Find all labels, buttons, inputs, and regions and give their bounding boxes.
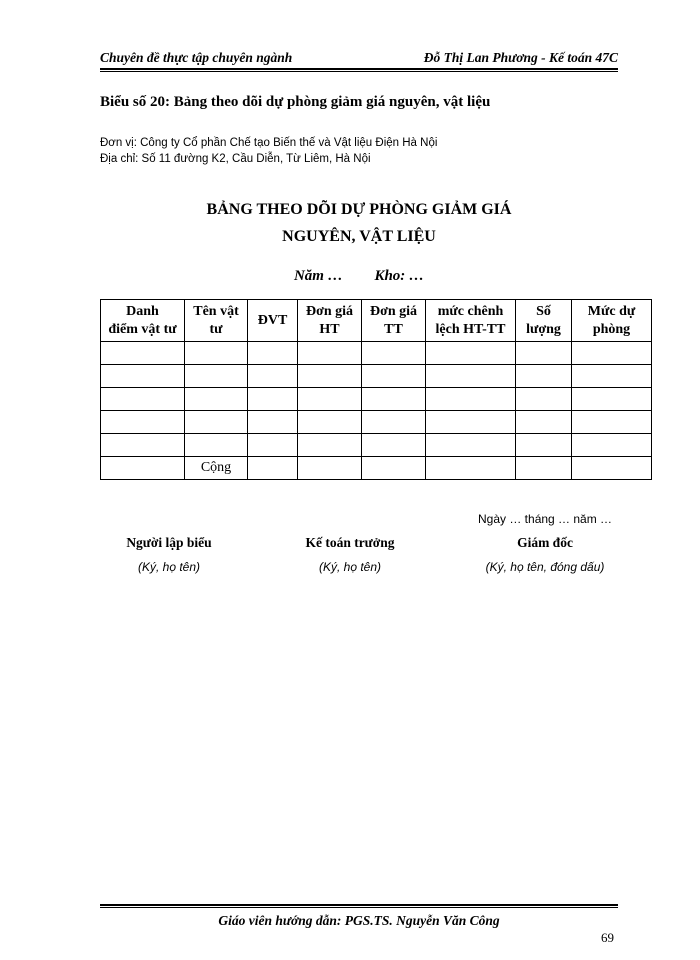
- table-row: [101, 457, 652, 480]
- table-cell: [516, 457, 572, 480]
- header-right: Đỗ Thị Lan Phương - Kế toán 47C: [423, 50, 618, 65]
- table-cell: [298, 411, 362, 434]
- column-header-line: HT: [319, 321, 340, 337]
- table-cell: [185, 365, 248, 388]
- table-body: [101, 342, 652, 480]
- table-cell: [248, 365, 298, 388]
- signature-note-director: (Ký, họ tên, đóng dấu): [485, 560, 605, 574]
- table-cell: [248, 434, 298, 457]
- column-header: [426, 300, 516, 342]
- table-cell: [516, 388, 572, 411]
- table-cell: [362, 434, 426, 457]
- table-cell: [185, 342, 248, 365]
- table-cell: [101, 411, 185, 434]
- column-header: [516, 300, 572, 342]
- signature-role-director: Giám đốc: [517, 535, 573, 550]
- table-cell: [185, 411, 248, 434]
- column-header-line: Mức dự: [587, 303, 636, 319]
- table-cell: [101, 365, 185, 388]
- table-cell: [572, 388, 652, 411]
- column-header: [185, 300, 248, 342]
- table-cell: [426, 411, 516, 434]
- page-number: 69: [601, 930, 614, 945]
- table-cell: [101, 388, 185, 411]
- column-header-line: Đơn giá: [369, 303, 418, 319]
- table-cell: [362, 342, 426, 365]
- column-header-line: phòng: [592, 321, 631, 337]
- header-rule-thin: [100, 71, 618, 72]
- column-header: [298, 300, 362, 342]
- table-cell: [248, 388, 298, 411]
- table-cell: [101, 342, 185, 365]
- table-cell: [298, 434, 362, 457]
- table-row: [101, 365, 652, 388]
- table-cell: [248, 342, 298, 365]
- column-header: [572, 300, 652, 342]
- table-cell: [426, 388, 516, 411]
- column-header-line: Số: [536, 303, 551, 319]
- table-cell: [362, 388, 426, 411]
- column-header-line: Tên vật: [193, 303, 239, 319]
- table-cell: [298, 457, 362, 480]
- header-left: Chuyên đề thực tập chuyên ngành: [100, 50, 293, 65]
- signature-role-chief-accountant: Kế toán trưởng: [305, 535, 395, 550]
- table-cell: [572, 434, 652, 457]
- main-title-line1: BẢNG THEO DÕI DỰ PHÒNG GIẢM GIÁ: [206, 201, 512, 218]
- column-header: [248, 300, 298, 342]
- table-cell: [298, 388, 362, 411]
- table-row: [101, 411, 652, 434]
- table-cell: [426, 457, 516, 480]
- footer-rule: [100, 904, 618, 906]
- column-header-line: ĐVT: [257, 312, 288, 328]
- header-rule: [100, 68, 618, 70]
- column-header-line: lệch HT-TT: [435, 321, 506, 337]
- table-cell: [572, 457, 652, 480]
- table-cell: [516, 434, 572, 457]
- table-row: [101, 342, 652, 365]
- signature-role-preparer: Người lập biểu: [126, 535, 212, 550]
- table-header-row: [101, 300, 652, 342]
- table-cell: [426, 342, 516, 365]
- column-header-line: TT: [384, 321, 403, 337]
- date-line: Ngày … tháng … năm …: [478, 512, 613, 526]
- column-header-line: Đơn giá: [305, 303, 354, 319]
- column-header-line: lượng: [526, 321, 561, 337]
- footer-rule-thin: [100, 907, 618, 908]
- period-line: [100, 268, 618, 285]
- table-cell: [185, 434, 248, 457]
- table-cell: [248, 457, 298, 480]
- table-cell: [516, 365, 572, 388]
- table-cell: [298, 365, 362, 388]
- page-header: [100, 50, 618, 66]
- signature-note-preparer: (Ký, họ tên): [137, 560, 201, 574]
- table-row: [101, 388, 652, 411]
- provision-table: [100, 299, 652, 480]
- column-header-line: điểm vật tư: [108, 321, 177, 337]
- column-header-line: Danh: [126, 303, 159, 319]
- signature-note-chief-accountant: (Ký, họ tên): [318, 560, 382, 574]
- page-footer: Giáo viên hướng dẫn: PGS.TS. Nguyễn Văn Công: [218, 913, 500, 928]
- table-cell: [101, 457, 185, 480]
- column-header: [101, 300, 185, 342]
- column-header-line: mức chênh: [437, 303, 504, 319]
- table-cell: [101, 434, 185, 457]
- table-cell: [572, 411, 652, 434]
- column-header-line: tư: [209, 321, 223, 337]
- period-year: Năm …: [293, 268, 343, 284]
- table-cell: [572, 365, 652, 388]
- table-row: [101, 434, 652, 457]
- table-cell: [185, 388, 248, 411]
- table-cell: [516, 342, 572, 365]
- period-warehouse: Kho: …: [374, 268, 425, 284]
- table-cell: [362, 365, 426, 388]
- table-cell: [426, 434, 516, 457]
- main-title-line2: NGUYÊN, VẬT LIỆU: [282, 228, 436, 245]
- column-header: [362, 300, 426, 342]
- table-cell: Cộng: [185, 457, 248, 480]
- table-cell: [248, 411, 298, 434]
- org-unit: Đơn vị: Công ty Cổ phần Chế tạo Biến thế và Vật liệu Điện Hà Nội: [100, 137, 438, 149]
- table-cell: [572, 342, 652, 365]
- table-cell: [516, 411, 572, 434]
- table-cell: [298, 342, 362, 365]
- org-address: Địa chỉ: Số 11 đường K2, Cầu Diễn, Từ Liêm, Hà Nội: [100, 153, 371, 165]
- table-cell: [426, 365, 516, 388]
- table-cell: [362, 457, 426, 480]
- form-title: Biểu số 20: Bảng theo dõi dự phòng giảm giá nguyên, vật liệu: [100, 94, 491, 110]
- table-cell: [362, 411, 426, 434]
